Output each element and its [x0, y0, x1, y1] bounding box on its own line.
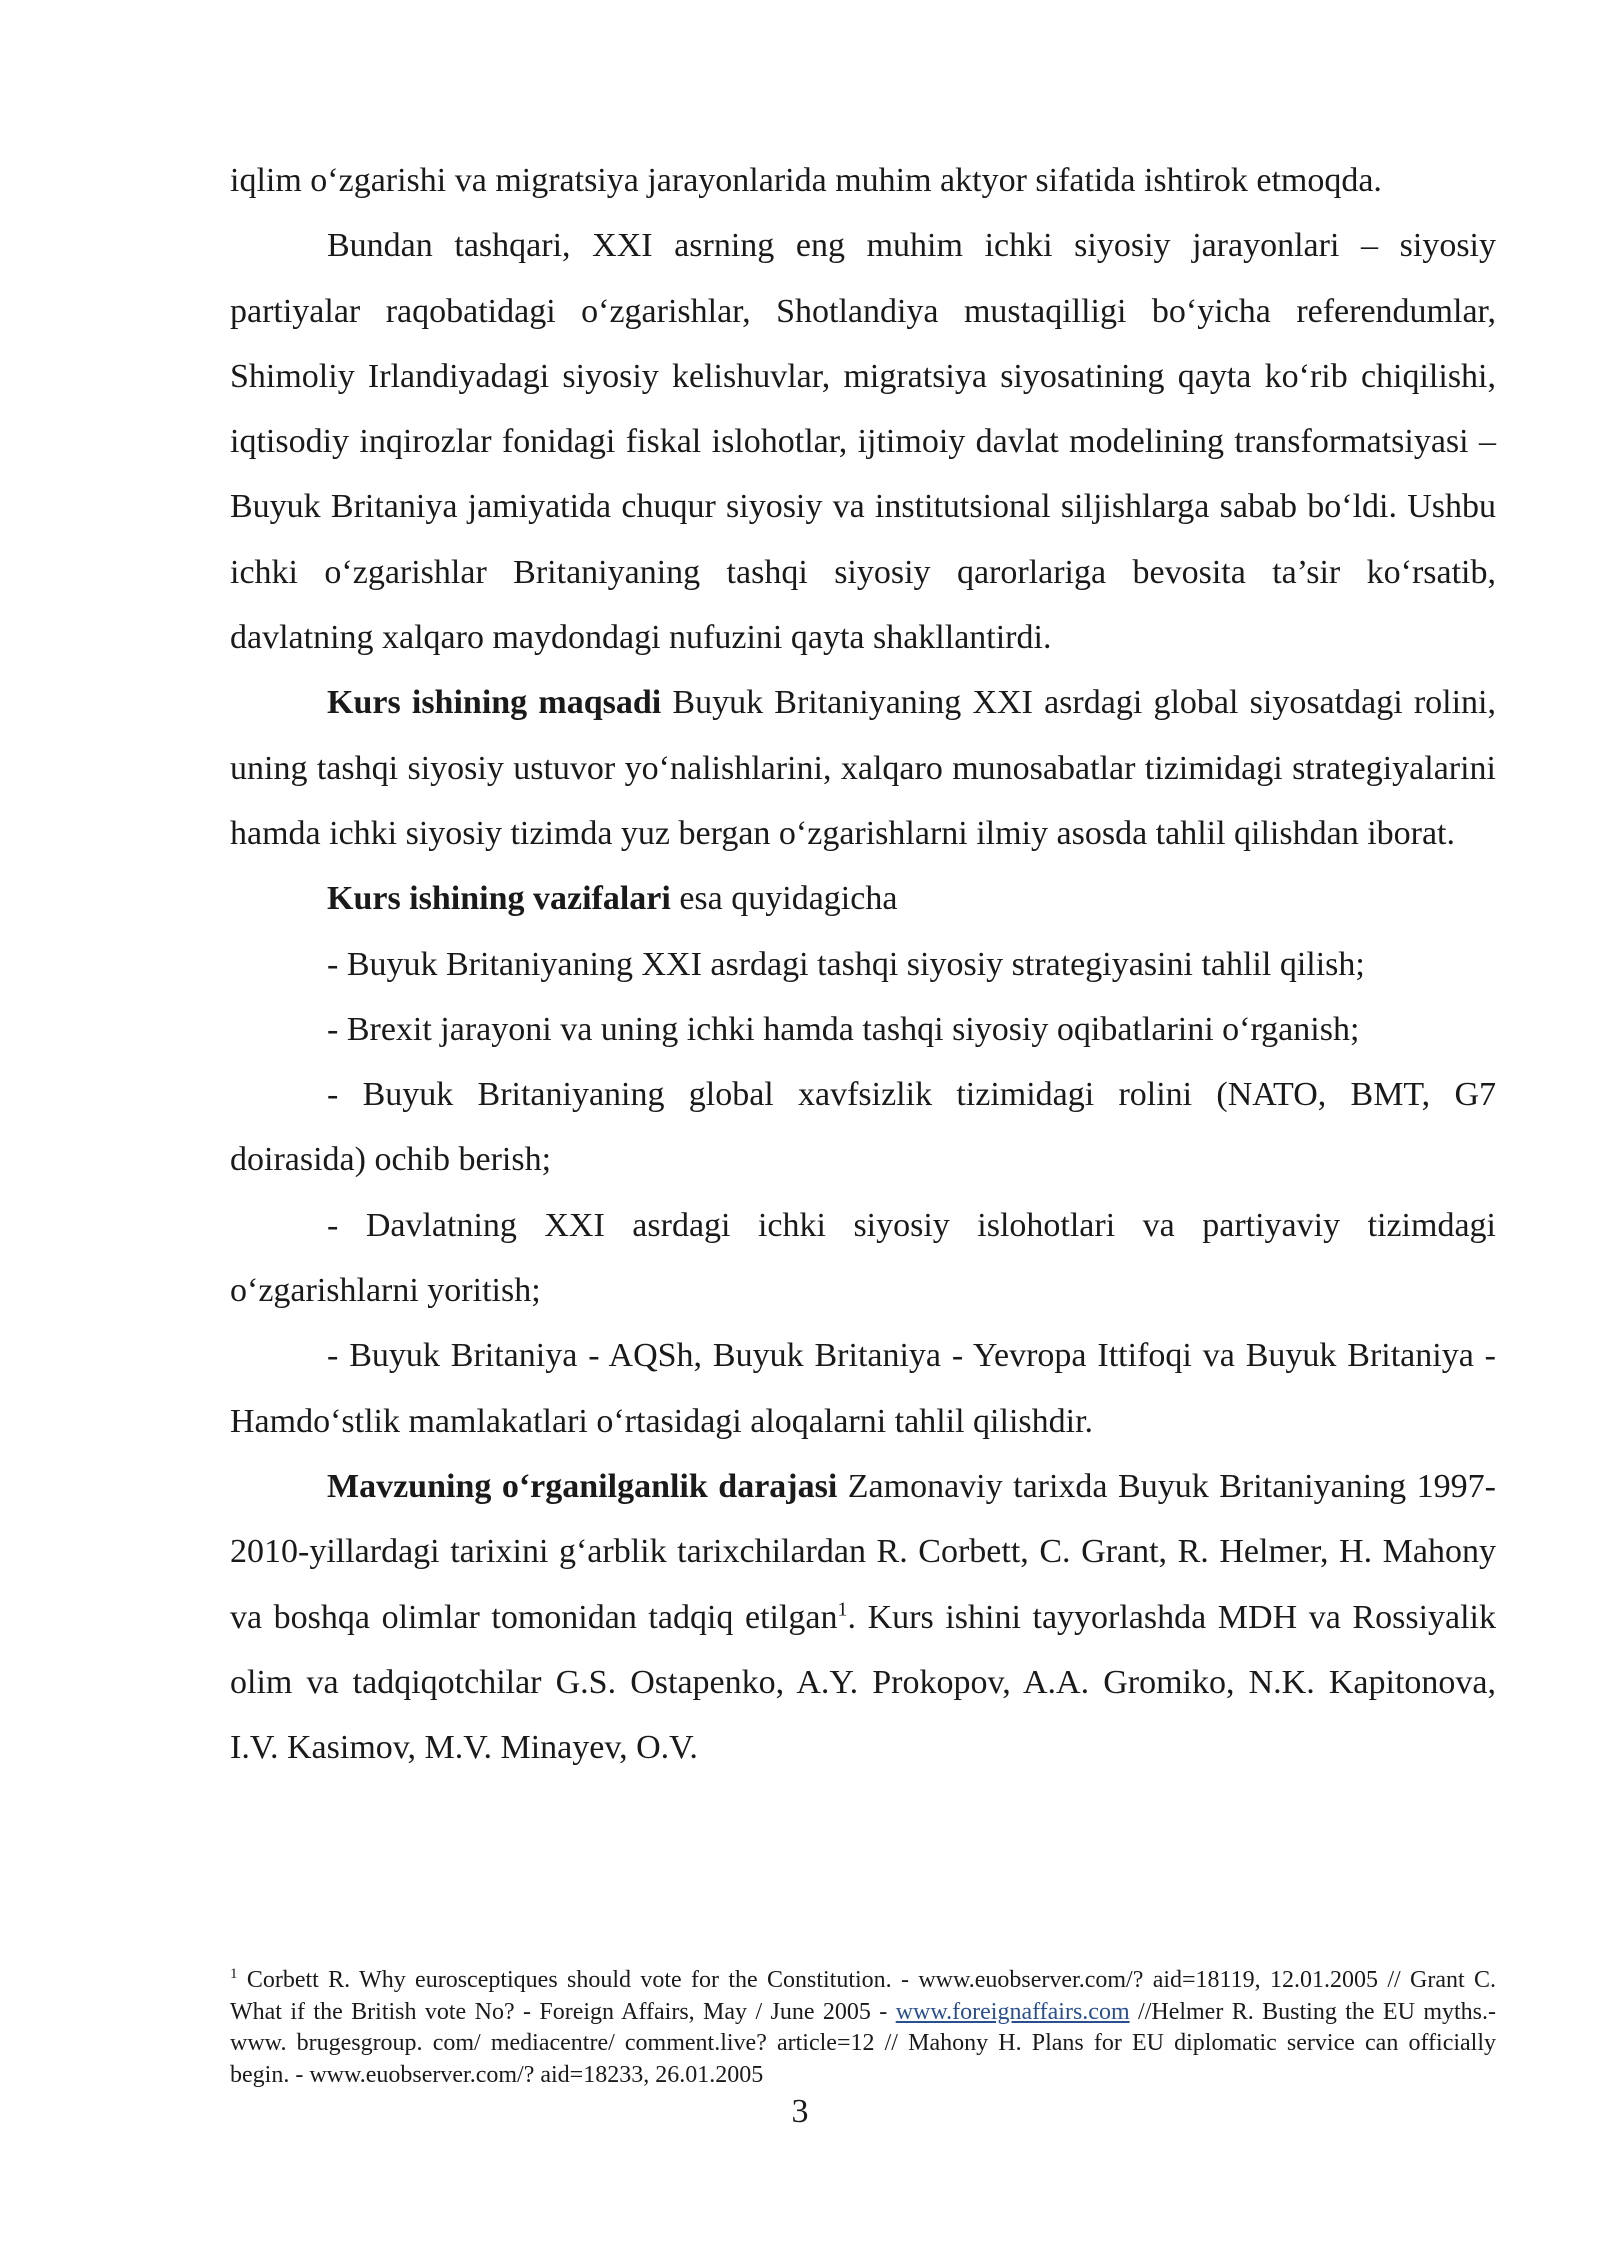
task-item-1: - Buyuk Britaniyaning XXI asrdagi tashqi siyosiy strategiyasini tahlil qilish;	[327, 945, 1365, 983]
paragraph-tasks-intro: Kurs ishining vazifalari esa quyidagicha	[327, 880, 898, 918]
footnote-reference[interactable]: 1	[837, 1598, 848, 1621]
footnote-marker: 1	[230, 1966, 238, 1982]
task-item-4: - Davlatning XXI asrdagi ichki siyosiy islohotlari va partiyaviy tizimdagi o‘zgarishlarni yoritish;	[230, 1206, 1496, 1310]
literature-heading: Mavzuning o‘rganilganlik darajasi	[327, 1467, 838, 1505]
page-number: 3	[791, 2093, 809, 2130]
paragraph-domestic-politics: Bundan tashqari, XXI asrning eng muhim ichki siyosiy jarayonlari – siyosiy partiyalar raqobatidagi o‘zgarishlar, Shotlandiya mustaqilligi bo‘yicha referendumlar, Shimoliy Irlandiyadagi siyosiy kelishuvlar, migratsiya siyosatining qayta ko‘rib chiqilishi, iqtisodiy inqirozlar fonidagi fiskal islohotlar, ijtimoiy davlat modelining transformatsiyasi – Buyuk Britaniya jamiyatida chuqur siyosiy va institutsional siljishlarga sabab bo‘ldi. Ushbu ichki o‘zgarishlar Britaniyaning tashqi siyosiy qarorlariga bevosita ta’sir ko‘rsatib, davlatning xalqaro maydondagi nufuzini qayta shakllantirdi.	[230, 227, 1496, 657]
tasks-heading: Kurs ishining vazifalari	[327, 880, 671, 918]
task-item-2: - Brexit jarayoni va uning ichki hamda tashqi siyosiy oqibatlarini o‘rganish;	[327, 1010, 1360, 1048]
task-item-3: - Buyuk Britaniyaning global xavfsizlik tizimidagi rolini (NATO, BMT, G7 doirasida) ochib berish;	[230, 1076, 1496, 1179]
task-item-5: - Buyuk Britaniya - AQSh, Buyuk Britaniya - Yevropa Ittifoqi va Buyuk Britaniya - Hamdo‘stlik mamlakatlari o‘rtasidagi aloqalarni tahlil qilishdir.	[230, 1337, 1496, 1440]
paragraph-goal: Kurs ishining maqsadi Buyuk Britaniyaning XXI asrdagi global siyosatdagi rolini, uning tashqi siyosiy ustuvor yo‘nalishlarini, xalqaro munosabatlar tizimidagi strategiyalarini hamda ichki siyosiy tizimda yuz bergan o‘zgarishlarni ilmiy asosda tahlil qilishdan iborat.	[230, 684, 1496, 852]
paragraph-continuation: iqlim o‘zgarishi va migratsiya jarayonlarida muhim aktyor sifatida ishtirok etmoqda.	[230, 162, 1382, 199]
body-text	[230, 148, 1496, 1780]
paragraph-literature-review: Mavzuning o‘rganilganlik darajasi Zamonaviy tarixda Buyuk Britaniyaning 1997-2010-yillardagi tarixini g‘arblik tarixchilardan R. Corbett, C. Grant, R. Helmer, H. Mahony va boshqa olimlar tomonidan tadqiq etilgan$^1$. Kurs ishini tayyorlashda MDH va Rossiyalik olim va tadqiqotchilar G.S. Ostapenko, A.Y. Prokopov, A.A. Gromiko, N.K. Kapitonova, I.V. Kasimov, M.V. Minayev, O.V.	[230, 1467, 1496, 1767]
footnote-1: $^1$ Corbett R. Why eurosceptiques should vote for the Constitution. - www.euobserver.com/? aid=18119, 12.01.2005 // Grant C. What if the British vote No? - Foreign Affairs, May / June 2005 - www.foreignaffairs.com //Helmer R. Busting the EU myths.- www. brugesgroup. com/ mediacentre/ comment.live? article=12 // Mahony H. Plans for EU diplomatic service can officially begin. - www.euobserver.com/? aid=18233, 26.01.2005	[230, 1966, 1496, 2088]
footnote-section	[230, 1965, 1496, 2091]
goal-heading: Kurs ishining maqsadi	[327, 684, 662, 722]
footnote-link[interactable]: www.foreignaffairs.com	[895, 1998, 1130, 2025]
